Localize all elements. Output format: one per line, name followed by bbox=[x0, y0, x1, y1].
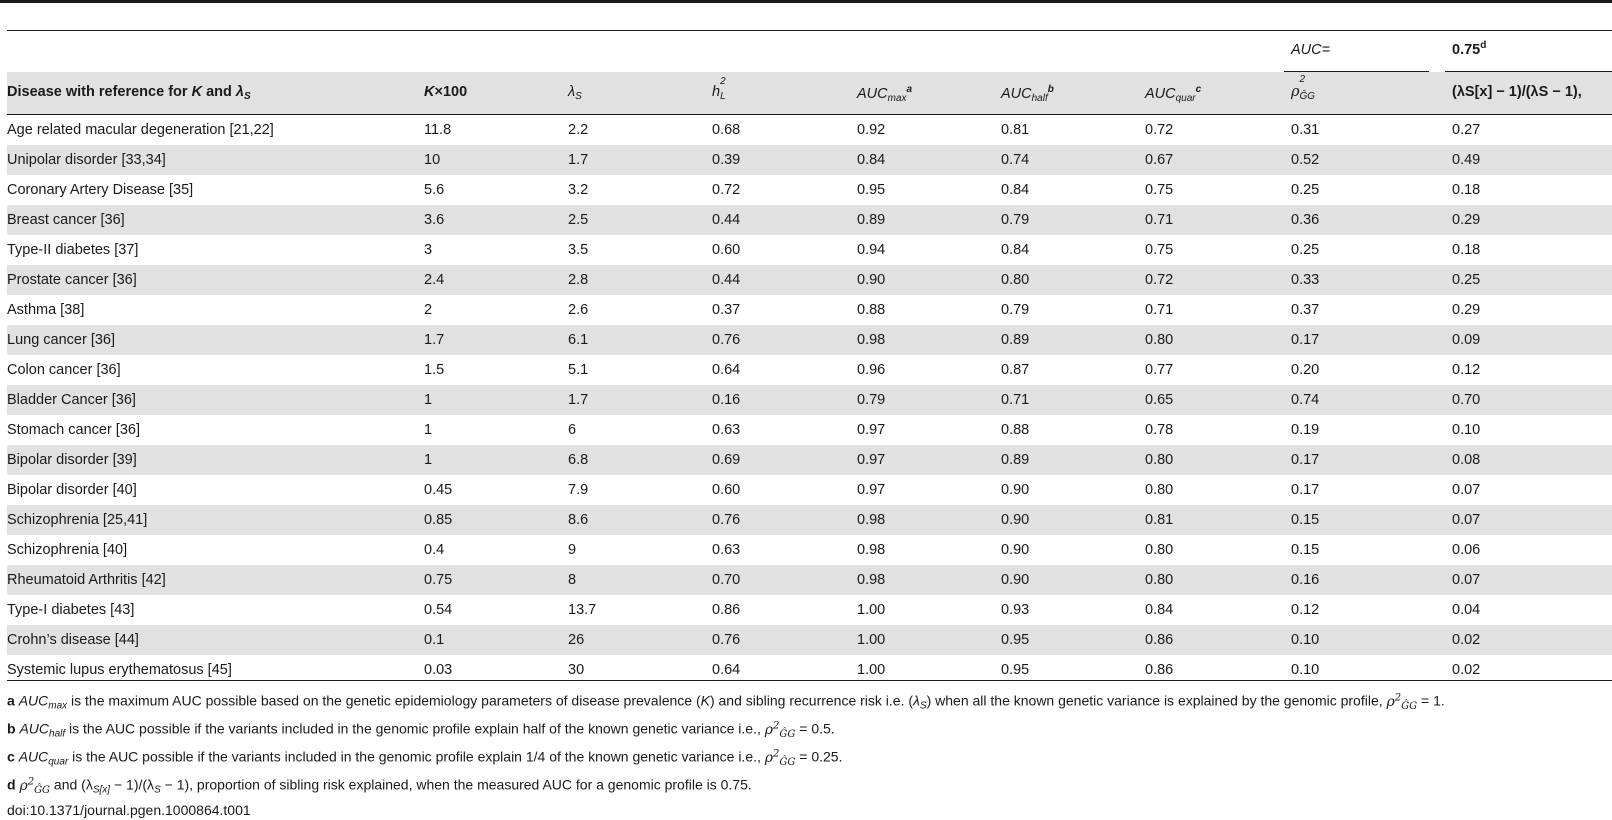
value-cell: 0.86 bbox=[1145, 632, 1174, 648]
table-row bbox=[7, 625, 1612, 655]
value-cell: 5.6 bbox=[424, 182, 445, 198]
value-cell: 2 bbox=[424, 302, 433, 318]
value-cell: 1 bbox=[424, 422, 433, 438]
value-cell: 0.95 bbox=[1001, 632, 1030, 648]
value-cell: 0.29 bbox=[1452, 212, 1481, 228]
value-cell: 0.08 bbox=[1452, 452, 1481, 468]
value-cell: 8 bbox=[568, 572, 577, 588]
header-auc-max: $AUC_{max}^a$ bbox=[857, 84, 913, 104]
value-cell: 6.1 bbox=[568, 332, 589, 348]
value-cell: 0.4 bbox=[424, 542, 445, 558]
value-cell: 0.79 bbox=[857, 392, 886, 408]
value-cell: 0.90 bbox=[1001, 482, 1030, 498]
auc-group-value: 0.75$^d$ bbox=[1452, 40, 1487, 58]
value-cell: 1.7 bbox=[424, 332, 445, 348]
value-cell: 0.84 bbox=[857, 152, 886, 168]
value-cell: 0.80 bbox=[1145, 572, 1174, 588]
value-cell: 0.44 bbox=[712, 212, 741, 228]
value-cell: 0.10 bbox=[1291, 632, 1320, 648]
value-cell: 0.54 bbox=[424, 602, 453, 618]
value-cell: 0.75 bbox=[424, 572, 453, 588]
table-row bbox=[7, 505, 1612, 535]
disease-cell: Type-I diabetes [43] bbox=[7, 602, 135, 618]
value-cell: 0.85 bbox=[424, 512, 453, 528]
value-cell: 0.80 bbox=[1145, 542, 1174, 558]
disease-cell: Breast cancer [36] bbox=[7, 212, 125, 228]
table-row bbox=[7, 595, 1612, 625]
value-cell: 0.52 bbox=[1291, 152, 1320, 168]
table-row bbox=[7, 565, 1612, 595]
value-cell: 0.09 bbox=[1452, 332, 1481, 348]
value-cell: 26 bbox=[568, 632, 585, 648]
value-cell: 0.18 bbox=[1452, 242, 1481, 258]
value-cell: 0.90 bbox=[1001, 542, 1030, 558]
table-bottom-rule bbox=[7, 680, 1612, 681]
value-cell: 0.74 bbox=[1001, 152, 1030, 168]
value-cell: 0.17 bbox=[1291, 452, 1320, 468]
value-cell: 1.00 bbox=[857, 662, 886, 678]
value-cell: 0.64 bbox=[712, 362, 741, 378]
footnote-c: c $AUC_{quar}$ is the AUC possible if the variants included in the genomic profile explain 1/4 of the known genetic variance i.e., $\rho^2_{ĜG} = 0.25$. bbox=[7, 748, 843, 768]
value-cell: 0.03 bbox=[424, 662, 453, 678]
value-cell: 0.25 bbox=[1291, 242, 1320, 258]
value-cell: 0.97 bbox=[857, 452, 886, 468]
table-row bbox=[7, 535, 1612, 565]
value-cell: 0.76 bbox=[712, 632, 741, 648]
value-cell: 0.80 bbox=[1145, 332, 1174, 348]
value-cell: 0.74 bbox=[1291, 392, 1320, 408]
value-cell: 0.07 bbox=[1452, 572, 1481, 588]
value-cell: 0.80 bbox=[1145, 482, 1174, 498]
top-border bbox=[0, 0, 1612, 3]
disease-cell: Rheumatoid Arthritis [42] bbox=[7, 572, 166, 588]
disease-cell: Age related macular degeneration [21,22] bbox=[7, 122, 274, 138]
value-cell: 30 bbox=[568, 662, 585, 678]
table-row bbox=[7, 325, 1612, 355]
value-cell: 11.8 bbox=[424, 122, 452, 138]
header-k100: K×100 bbox=[424, 84, 468, 100]
value-cell: 0.80 bbox=[1145, 452, 1174, 468]
value-cell: 6 bbox=[568, 422, 577, 438]
value-cell: 0.49 bbox=[1452, 152, 1481, 168]
value-cell: 0.79 bbox=[1001, 212, 1030, 228]
value-cell: 0.12 bbox=[1452, 362, 1481, 378]
table-top-rule bbox=[7, 30, 1612, 31]
value-cell: 0.06 bbox=[1452, 542, 1481, 558]
value-cell: 5.1 bbox=[568, 362, 589, 378]
value-cell: 0.39 bbox=[712, 152, 741, 168]
value-cell: 1 bbox=[424, 452, 433, 468]
value-cell: 0.88 bbox=[857, 302, 886, 318]
value-cell: 0.79 bbox=[1001, 302, 1030, 318]
value-cell: 0.45 bbox=[424, 482, 453, 498]
value-cell: 0.81 bbox=[1145, 512, 1174, 528]
value-cell: 1.5 bbox=[424, 362, 445, 378]
value-cell: 0.98 bbox=[857, 572, 886, 588]
value-cell: 0.36 bbox=[1291, 212, 1320, 228]
header-auc-half: $AUC_{half}^b$ bbox=[1001, 84, 1054, 104]
disease-cell: Crohn’s disease [44] bbox=[7, 632, 139, 648]
value-cell: 1.7 bbox=[568, 152, 589, 168]
value-cell: 0.97 bbox=[857, 482, 886, 498]
disease-cell: Unipolar disorder [33,34] bbox=[7, 152, 166, 168]
value-cell: 0.71 bbox=[1145, 302, 1174, 318]
value-cell: 0.16 bbox=[712, 392, 741, 408]
value-cell: 1.00 bbox=[857, 632, 886, 648]
table-row bbox=[7, 235, 1612, 265]
value-cell: 0.72 bbox=[712, 182, 741, 198]
value-cell: 0.15 bbox=[1291, 512, 1320, 528]
value-cell: 2.2 bbox=[568, 122, 589, 138]
header-rho-gg: ρ 2 $_{ĜG}$ bbox=[1291, 74, 1316, 102]
value-cell: 0.95 bbox=[1001, 662, 1030, 678]
value-cell: 0.80 bbox=[1001, 272, 1030, 288]
value-cell: 0.98 bbox=[857, 542, 886, 558]
value-cell: 0.86 bbox=[712, 602, 741, 618]
disease-cell: Bipolar disorder [39] bbox=[7, 452, 137, 468]
header-sibling-risk: (λS[x] − 1)/(λS − 1), bbox=[1452, 84, 1582, 100]
value-cell: 0.10 bbox=[1291, 662, 1320, 678]
value-cell: 0.92 bbox=[857, 122, 886, 138]
value-cell: 0.64 bbox=[712, 662, 741, 678]
value-cell: 0.97 bbox=[857, 422, 886, 438]
value-cell: 0.71 bbox=[1145, 212, 1174, 228]
table-body bbox=[7, 115, 1612, 685]
value-cell: 9 bbox=[568, 542, 577, 558]
value-cell: 0.75 bbox=[1145, 182, 1174, 198]
value-cell: 0.17 bbox=[1291, 482, 1320, 498]
value-cell: 0.94 bbox=[857, 242, 886, 258]
table-row bbox=[7, 265, 1612, 295]
value-cell: 0.1 bbox=[424, 632, 445, 648]
value-cell: 0.84 bbox=[1145, 602, 1174, 618]
value-cell: 1.00 bbox=[857, 602, 886, 618]
value-cell: 0.89 bbox=[857, 212, 886, 228]
table-row bbox=[7, 385, 1612, 415]
value-cell: 0.16 bbox=[1291, 572, 1320, 588]
table-row bbox=[7, 445, 1612, 475]
value-cell: 0.60 bbox=[712, 242, 741, 258]
disease-cell: Stomach cancer [36] bbox=[7, 422, 140, 438]
value-cell: 0.15 bbox=[1291, 542, 1320, 558]
value-cell: 0.88 bbox=[1001, 422, 1030, 438]
value-cell: 0.72 bbox=[1145, 272, 1174, 288]
value-cell: 0.60 bbox=[712, 482, 741, 498]
table-row bbox=[7, 475, 1612, 505]
value-cell: 0.12 bbox=[1291, 602, 1320, 618]
value-cell: 0.29 bbox=[1452, 302, 1481, 318]
value-cell: 0.04 bbox=[1452, 602, 1481, 618]
value-cell: 2.6 bbox=[568, 302, 589, 318]
value-cell: 0.71 bbox=[1001, 392, 1030, 408]
table-row bbox=[7, 115, 1612, 145]
footnote-d: d $\rho^2_{ĜG}$ and $(\lambda_{S[x]} - 1)/(\lambda_S - 1)$, proportion of sibling risk explained, when the measured AUC for a genomic profile is 0.75. bbox=[7, 776, 752, 797]
table-row bbox=[7, 205, 1612, 235]
disease-cell: Systemic lupus erythematosus [45] bbox=[7, 662, 232, 678]
value-cell: 0.17 bbox=[1291, 332, 1320, 348]
value-cell: 0.98 bbox=[857, 332, 886, 348]
value-cell: 0.87 bbox=[1001, 362, 1030, 378]
disease-cell: Schizophrenia [40] bbox=[7, 542, 128, 558]
value-cell: 0.84 bbox=[1001, 242, 1030, 258]
value-cell: 0.77 bbox=[1145, 362, 1174, 378]
auc-group-label: AUC= bbox=[1291, 42, 1331, 58]
value-cell: 0.76 bbox=[712, 332, 741, 348]
value-cell: 0.90 bbox=[1001, 572, 1030, 588]
disease-cell: Bipolar disorder [40] bbox=[7, 482, 137, 498]
value-cell: 0.90 bbox=[857, 272, 886, 288]
value-cell: 0.95 bbox=[857, 182, 886, 198]
value-cell: 0.07 bbox=[1452, 482, 1481, 498]
value-cell: 0.81 bbox=[1001, 122, 1030, 138]
value-cell: 0.37 bbox=[712, 302, 741, 318]
value-cell: 0.84 bbox=[1001, 182, 1030, 198]
value-cell: 0.98 bbox=[857, 512, 886, 528]
value-cell: 0.65 bbox=[1145, 392, 1174, 408]
footnotes bbox=[7, 688, 1445, 820]
value-cell: 0.31 bbox=[1291, 122, 1320, 138]
value-cell: 0.27 bbox=[1452, 122, 1481, 138]
value-cell: 3.5 bbox=[568, 242, 589, 258]
footnote-b: b $AUC_{half}$ is the AUC possible if the variants included in the genomic profile explain half of the known genetic variance i.e., $\rho^2_{ĜG} = 0.5$. bbox=[7, 720, 835, 740]
value-cell: 0.78 bbox=[1145, 422, 1174, 438]
value-cell: 10 bbox=[424, 152, 441, 168]
value-cell: 2.5 bbox=[568, 212, 589, 228]
value-cell: 6.8 bbox=[568, 452, 589, 468]
disease-cell: Type-II diabetes [37] bbox=[7, 242, 139, 258]
disease-cell: Colon cancer [36] bbox=[7, 362, 121, 378]
value-cell: 0.89 bbox=[1001, 332, 1030, 348]
value-cell: 0.02 bbox=[1452, 662, 1481, 678]
value-cell: 0.93 bbox=[1001, 602, 1030, 618]
value-cell: 0.63 bbox=[712, 422, 741, 438]
header-auc-quar: $AUC_{quar}^c$ bbox=[1145, 84, 1202, 104]
disease-cell: Schizophrenia [25,41] bbox=[7, 512, 148, 528]
header-lambda-s: $\lambda_S$ bbox=[568, 84, 582, 102]
value-cell: 0.07 bbox=[1452, 512, 1481, 528]
header-disease: Disease with reference for K and $\lambda_S$ bbox=[7, 84, 251, 102]
header-h2l: h 2 $_L$ bbox=[712, 76, 726, 102]
value-cell: 0.70 bbox=[1452, 392, 1481, 408]
value-cell: 0.69 bbox=[712, 452, 741, 468]
value-cell: 0.18 bbox=[1452, 182, 1481, 198]
value-cell: 0.20 bbox=[1291, 362, 1320, 378]
value-cell: 0.63 bbox=[712, 542, 741, 558]
value-cell: 0.02 bbox=[1452, 632, 1481, 648]
table-header-row bbox=[7, 72, 1612, 115]
value-cell: 0.72 bbox=[1145, 122, 1174, 138]
value-cell: 0.10 bbox=[1452, 422, 1481, 438]
value-cell: 0.37 bbox=[1291, 302, 1320, 318]
value-cell: 13.7 bbox=[568, 602, 597, 618]
value-cell: 0.44 bbox=[712, 272, 741, 288]
value-cell: 8.6 bbox=[568, 512, 589, 528]
value-cell: 0.25 bbox=[1291, 182, 1320, 198]
table-row bbox=[7, 145, 1612, 175]
table-row bbox=[7, 415, 1612, 445]
value-cell: 7.9 bbox=[568, 482, 589, 498]
value-cell: 0.86 bbox=[1145, 662, 1174, 678]
value-cell: 0.67 bbox=[1145, 152, 1174, 168]
value-cell: 0.75 bbox=[1145, 242, 1174, 258]
value-cell: 0.25 bbox=[1452, 272, 1481, 288]
value-cell: 2.4 bbox=[424, 272, 445, 288]
value-cell: 0.33 bbox=[1291, 272, 1320, 288]
disease-cell: Lung cancer [36] bbox=[7, 332, 116, 348]
value-cell: 3.6 bbox=[424, 212, 445, 228]
value-cell: 0.76 bbox=[712, 512, 741, 528]
value-cell: 0.19 bbox=[1291, 422, 1320, 438]
value-cell: 3 bbox=[424, 242, 433, 258]
doi-line: doi:10.1371/journal.pgen.1000864.t001 bbox=[7, 801, 251, 818]
value-cell: 1 bbox=[424, 392, 433, 408]
table-row bbox=[7, 355, 1612, 385]
value-cell: 0.68 bbox=[712, 122, 741, 138]
disease-cell: Asthma [38] bbox=[7, 302, 85, 318]
disease-cell: Bladder Cancer [36] bbox=[7, 392, 136, 408]
value-cell: 1.7 bbox=[568, 392, 589, 408]
value-cell: 0.70 bbox=[712, 572, 741, 588]
footnote-a: a $AUC_{max}$ is the maximum AUC possible based on the genetic epidemiology parameters of disease prevalence (K) and sibling recurrence risk i.e. $(\lambda_S)$ when all the known genetic variance is explained by the genomic profile, $\rho^2_{ĜG} = 1$. bbox=[7, 692, 1445, 712]
value-cell: 2.8 bbox=[568, 272, 589, 288]
value-cell: 0.96 bbox=[857, 362, 886, 378]
table-row bbox=[7, 175, 1612, 205]
table-row bbox=[7, 295, 1612, 325]
value-cell: 0.89 bbox=[1001, 452, 1030, 468]
disease-cell: Coronary Artery Disease [35] bbox=[7, 182, 194, 198]
value-cell: 3.2 bbox=[568, 182, 589, 198]
disease-cell: Prostate cancer [36] bbox=[7, 272, 137, 288]
value-cell: 0.90 bbox=[1001, 512, 1030, 528]
